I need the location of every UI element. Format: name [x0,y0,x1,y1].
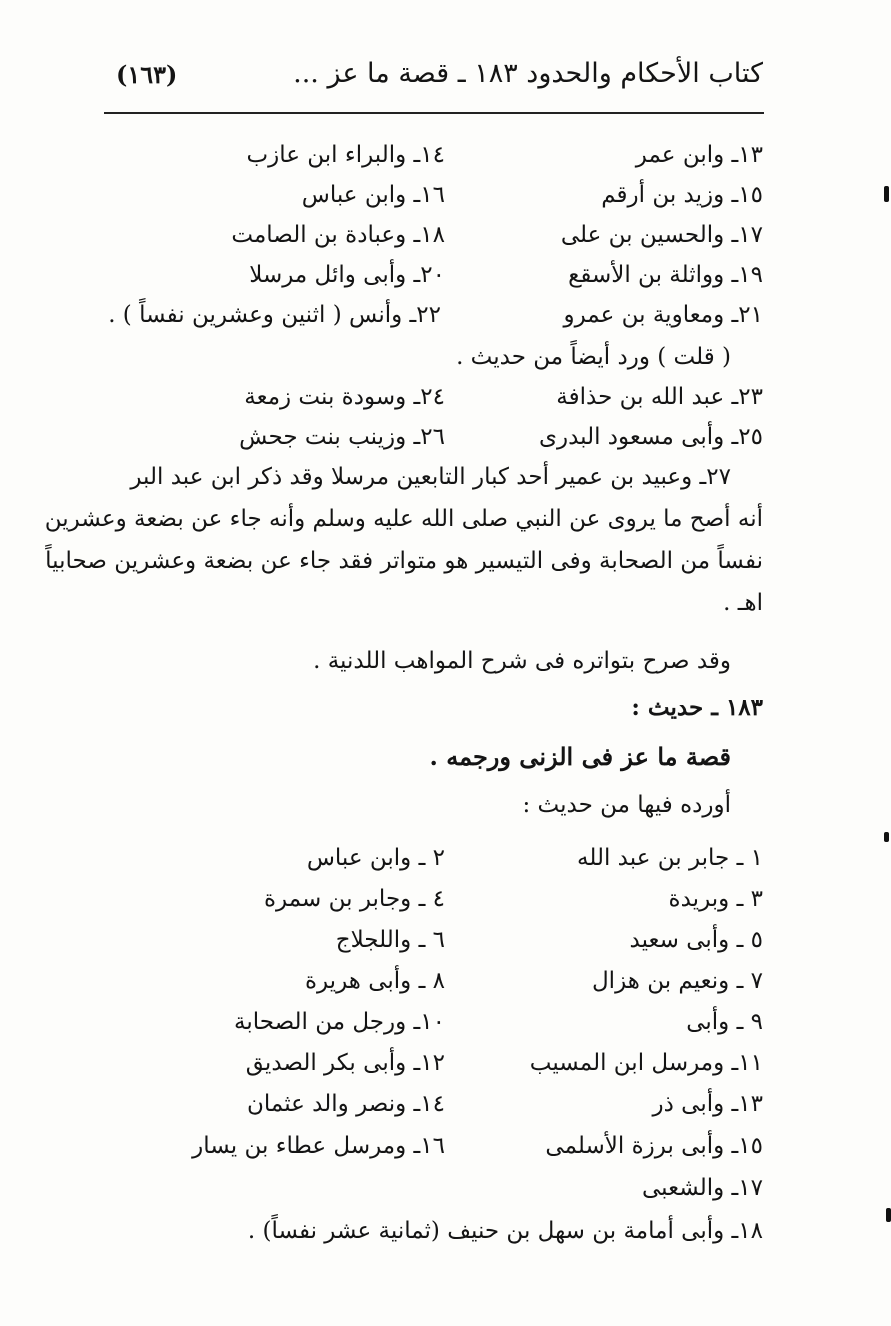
list-item: ١٩ـ وواثلة بن الأسقع [568,262,763,288]
list-row [0,262,891,302]
list-row [0,886,891,926]
paragraph-line: اهـ . [723,590,763,616]
running-header [104,52,763,92]
list-item: ١ ـ جابر بن عبد الله [577,845,763,871]
hadith-number-heading: ١٨٣ ـ حديث : [631,694,763,721]
paragraph-line: نفساً من الصحابة وفى التيسير هو متواتر فقد جاء عن بضعة وعشرين صحابياً [45,548,763,574]
list-item: ١٣ـ وأبى ذر [652,1091,763,1117]
list-item: ٦ ـ واللجلاج [335,927,445,953]
list-item: ٤ ـ وجابر بن سمرة [264,886,445,912]
list-item: ٢٤ـ وسودة بنت زمعة [244,384,445,410]
hadith-title: قصة ما عز فى الزنى ورجمه . [429,742,731,771]
list-row [0,927,891,967]
list-item: ٢٥ـ وأبى مسعود البدرى [538,424,763,450]
list-row [0,1091,891,1131]
list-row [0,1133,891,1173]
list-row [0,142,891,182]
list-item: ١٦ـ ومرسل عطاء بن يسار [192,1133,445,1159]
list-item: ٢١ـ ومعاوية بن عمرو [563,302,763,328]
list-row [0,968,891,1008]
list-item: ٣ ـ وبريدة [668,886,763,912]
list-item: ١٥ـ وزيد بن أرقم [601,182,763,208]
list-item: ٢٦ـ وزينب بنت جحش [239,424,445,450]
list-item: ٨ ـ وأبى هريرة [304,968,445,994]
list-item: ١٨ـ وعبادة بن الصامت [231,222,445,248]
list-row [0,1009,891,1049]
paragraph-line: أنه أصح ما يروى عن النبي صلى الله عليه وسلم وأنه جاء عن بضعة وعشرين [44,506,763,532]
list-row [0,845,891,885]
list-item: ٢٢ـ وأنس ( اثنين وعشرين نفساً ) . [108,302,441,328]
paragraph-line: ٢٧ـ وعبيد بن عمير أحد كبار التابعين مرسلا وقد ذكر ابن عبد البر [130,464,731,490]
list-row [0,424,891,464]
scan-mark [884,832,889,842]
header-rule [104,112,764,114]
list-item: ١٤ـ ونصر والد عثمان [247,1091,445,1117]
list-item: ١٧ـ والشعبى [642,1175,763,1201]
list-item: ٢ ـ وابن عباس [306,845,445,871]
list-item: ١٠ـ ورجل من الصحابة [234,1009,445,1035]
list-item: ١٣ـ وابن عمر [635,142,763,168]
list-item: ١٧ـ والحسين بن على [560,222,763,248]
list-item: ١١ـ ومرسل ابن المسيب [529,1050,763,1076]
list-row [0,384,891,424]
qult-note: ( قلت ) ورد أيضاً من حديث . [456,344,731,370]
list-item: ٢٠ـ وأبى وائل مرسلا [249,262,445,288]
list-row [0,1175,891,1215]
page-number: (١٦٣) [116,60,178,89]
list-item: ١٦ـ وابن عباس [301,182,445,208]
list-row [0,182,891,222]
list-row [0,222,891,262]
list-item: ١٢ـ وأبى بكر الصديق [245,1050,445,1076]
list-item: ٧ ـ ونعيم بن هزال [591,968,763,994]
awradahu-line: أورده فيها من حديث : [522,792,731,818]
sharh-line: وقد صرح بتواتره فى شرح المواهب اللدنية . [313,648,731,674]
list-item: ٢٣ـ عبد الله بن حذافة [556,384,763,410]
scan-mark [886,1208,891,1222]
list-item: ١٤ـ والبراء ابن عازب [246,142,445,168]
list-item: ٥ ـ وأبى سعيد [629,927,763,953]
list-row [0,1050,891,1090]
scan-mark [884,186,889,202]
list-item: ١٥ـ وأبى برزة الأسلمى [545,1133,763,1159]
last-line: ١٨ـ وأبى أمامة بن سهل بن حنيف (ثمانية عشر نفساً) . [247,1218,763,1244]
header-title: كتاب الأحكام والحدود ١٨٣ ـ قصة ما عز ... [293,58,763,89]
list-item: ٩ ـ وأبى [686,1009,763,1035]
list-row [0,302,891,342]
